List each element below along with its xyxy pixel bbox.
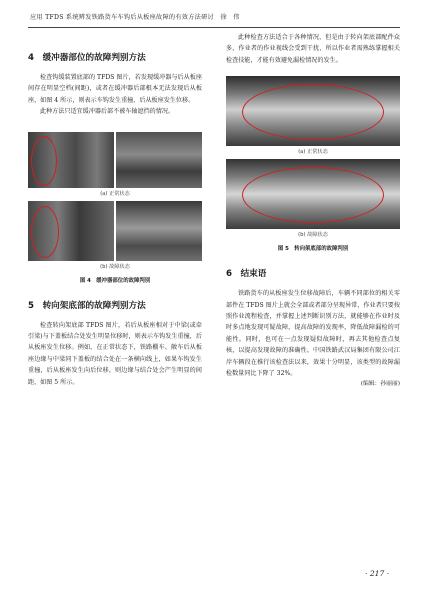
section-4-paragraph-2: 此种方法只适宜缓冲器后部不被车轴遮挡的情况。 [40, 108, 175, 116]
figure-4a-right-photo [116, 132, 202, 188]
left-column [28, 52, 202, 388]
highlight-ellipse [242, 84, 384, 140]
figure-5-title: 图 5 转向架底部的故障判别 [277, 246, 349, 253]
figure-4b-photos [28, 201, 202, 261]
section-6-title: 6 结束语 [226, 269, 267, 280]
figure-5a-caption: (a) 正常状态 [298, 149, 328, 156]
figure-4 [28, 132, 202, 286]
section-5-paragraph-1: 检查转向架底部 TFDS 图片，若后从板座相对于中梁(或牵引梁)与下盖板结合处发生明显位移时，则表示车钩发生重撞，后从板座发生位移。例如，在正常状态下，铁路棚车、敞车后从板座边缘与中梁同下盖板的结合处在一条横向线上，如果车钩发生重撞，后从板座发生向后位移，则边缘与结合处会产生明显的间距，如图 5 所示。 [28, 321, 202, 386]
section-4-paragraph-1: 检查钩缓装置底部的 TFDS 图片，若发现缓冲器与后从板座间存在明显空档(间距)，或者在缓冲器后部根本无法发现后从板座，如图 4 所示，则表示车钩发生重撞，后从板座发生位移。 [28, 74, 202, 104]
figure-4b-right-photo [116, 201, 202, 261]
highlight-ellipse [242, 167, 384, 223]
figure-4a-left-photo [28, 132, 114, 188]
highlight-ellipse [31, 136, 57, 186]
figure-4b-left-photo [28, 201, 114, 261]
section-4-title: 4 缓冲器部位的故障判别方法 [28, 53, 146, 63]
section-6-paragraph-1: 铁路货车的从板座发生位移故障后，车辆不同部位的相关零部件在 TFDS 图片上就会全部或者部分呈现异常，作业者只要按照作业流程检查，并掌握上述判断识别方法，就能够在作业时及时多点地发现可疑故障，提高故障的发现率，降低故障漏检的可能性。同时，也可在一点发现疑似故障时，再去其他检查点复核，以提高发现故障的准确性。中国铁路武汉局集团有限公司江岸车辆段在推行该检查法以来，效果十分明显，该类型的故障漏检数量同比下降了 32%。 [226, 290, 400, 378]
figure-4a-photos [28, 132, 202, 188]
figure-5b-photo [226, 159, 400, 229]
figure-4b-caption: (b) 故障状态 [100, 263, 130, 270]
figure-5b-caption: (b) 故障状态 [298, 232, 328, 239]
header-rule [28, 27, 400, 28]
right-paragraph-1: 此种检查方法适合于各种情况，但是由于转向架底部配件众多，作业者的作业视线会受到干扰，所以作业者需熟练掌握相关检查技能，才能有效避免漏检情况的发生。 [226, 34, 400, 64]
highlight-ellipse [31, 206, 59, 258]
editor-credit: (编辑：孙丽丽) [360, 381, 400, 388]
section-5-title: 5 转向架底部的故障判别方法 [28, 300, 146, 311]
figure-5 [226, 76, 400, 254]
running-header: 应用 TFDS 系统辨发铁路货车车钩后从板座故障的有效方法研讨 徐 伟 [30, 14, 240, 21]
page-number: · 217 · [365, 569, 390, 578]
right-column [226, 32, 400, 390]
figure-4-title: 图 4 缓冲器部位的故障判别 [79, 277, 151, 284]
figure-5a-photo [226, 76, 400, 146]
figure-4a-caption: (a) 正常状态 [100, 190, 130, 197]
